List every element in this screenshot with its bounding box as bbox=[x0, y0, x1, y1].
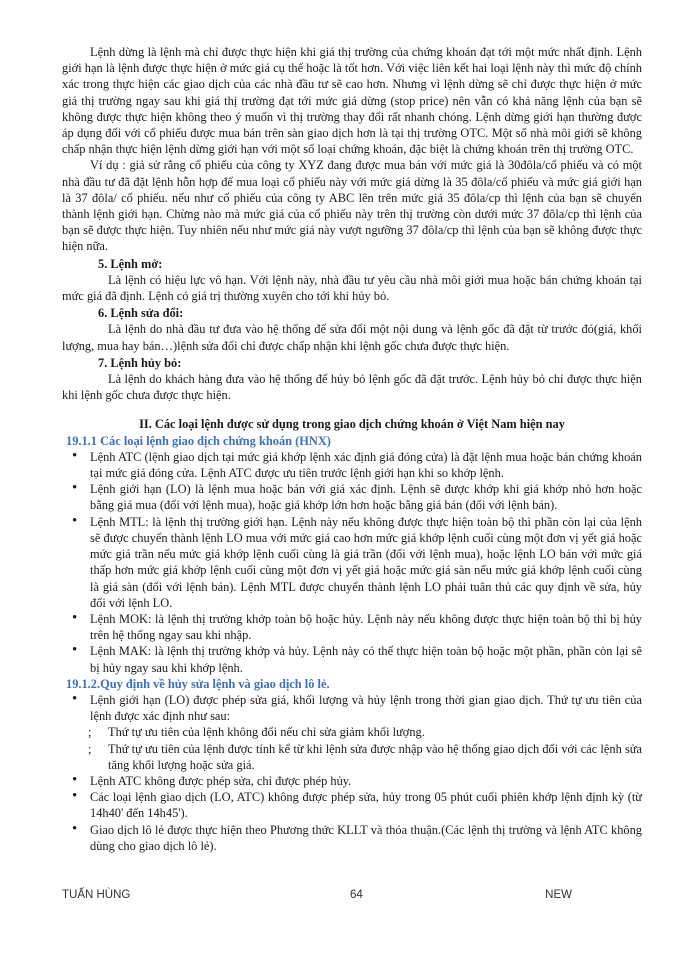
heading-open-order: 5. Lệnh mở: bbox=[98, 256, 163, 271]
paragraph-example: Ví dụ : giả sử rằng cổ phiếu của công ty XYZ đang được mua bán với mức giá là 30đôla/cổ phiếu và có một nhà đầu tư đã đặt lệnh hỗn hợp để mua loại cổ phiếu này với mức giá dừng là 35 đôla/cổ phiếu và mức giá giới hạn là 37 đôla/ cổ phiếu. nếu như cổ phiếu của công ty ABC lên trên mức giá 35 đôla/cp thì lệnh của bạn sẽ chuyển thành lệnh giới hạn. Chừng nào mà mức giá của cổ phiếu này trên thị trường còn dưới mức 37 đôla/cp thì lệnh của bạn sẽ được thực hiện. Tuy nhiên nếu như mức giá này vượt ngưỡng 37 đôla/cp thì lệnh của bạn sẽ không được thực hiện nữa. bbox=[62, 158, 642, 254]
list-item: • Lệnh giới hạn (LO) là lệnh mua hoặc bán với giá xác định. Lệnh sẽ được khớp khi giá khớp nhỏ hơn hoặc bằng giá mua (đối với lệnh mua), hoặc giá khớp lớn hơn hoặc bằng giá bán (đối với lệnh bán). bbox=[62, 481, 642, 513]
list-item: • Các loại lệnh giao dịch (LO, ATC) không được phép sửa, hủy trong 05 phút cuối phiên khớp lệnh định kỳ (từ 14h40' đến 14h45'). bbox=[62, 789, 642, 821]
subsection-heading-cancel-rules: 19.1.2.Quy định về hủy sửa lệnh và giao dịch lô lẻ. bbox=[66, 676, 330, 691]
order-types-list bbox=[62, 449, 642, 676]
heading-cancel-order: 7. Lệnh hủy bỏ: bbox=[98, 355, 182, 370]
footer-tag: NEW bbox=[545, 889, 572, 901]
list-item: • Lệnh ATC (lệnh giao dịch tại mức giá khớp lệnh xác định giá đóng cửa) là đặt lệnh mua hoặc bán chứng khoán tại mức giá đóng cửa. Lệnh ATC được ưu tiên trước lệnh giới hạn khi so khớp lệnh. bbox=[62, 449, 642, 481]
paragraph-open-order: Là lệnh có hiệu lực vô hạn. Với lệnh này, nhà đầu tư yêu cầu nhà môi giới mua hoặc bán chứng khoán tại mức giá đã định. Lệnh có giá trị thường xuyên cho tới khi hủy bỏ. bbox=[62, 272, 642, 304]
list-item: • Lệnh giới hạn (LO) được phép sửa giá, khối lượng và hủy lệnh trong thời gian giao dịch. Thứ tự ưu tiên của lệnh được xác định như sau: bbox=[62, 692, 642, 724]
list-item: • Lệnh MAK: là lệnh thị trường khớp và hủy. Lệnh này có thể thực hiện toàn bộ hoặc một phần, phần còn lại sẽ bị hủy ngay sau khi khớp lệnh. bbox=[62, 643, 642, 675]
document-page bbox=[62, 44, 642, 854]
subsection-heading-order-types: 19.1.1 Các loại lệnh giao dịch chứng khoán (HNX) bbox=[66, 433, 331, 448]
footer-author: TUẤN HÙNG bbox=[62, 889, 131, 901]
paragraph-cancel-order: Là lệnh do khách hàng đưa vào hệ thống để hủy bỏ lệnh gốc đã đặt trước. Lệnh hủy bỏ chỉ được thực hiện khi lệnh gốc chưa được thực hiện. bbox=[62, 372, 642, 403]
list-item: • Lệnh ATC không được phép sửa, chỉ được phép hủy. bbox=[62, 773, 642, 789]
page-footer bbox=[62, 889, 642, 905]
paragraph-stop-limit-order: Lệnh dừng là lệnh mà chỉ được thực hiện khi giá thị trường của chứng khoán đạt tới một mức nhất định. Lệnh giới hạn là lệnh được thực hiện ở mức giá cụ thể hoặc là tốt hơn. Với việc liên kết hai loại lệnh này thì mức độ chính xác trong thực hiện các giao dịch của các nhà đầu tư sẽ cao hơn. Nhưng vì lệnh dừng sẽ chỉ được thực hiện ở mức giá thị trường ngay sau khi giá thị trường đạt tới mức giá dừng (stop price) nên vẫn có khả năng lệnh của bạn sẽ không được thực hiện không theo ý muốn vì thị trường thay đổi rất nhanh chóng. Lệnh dừng giới hạn thường được áp dụng đối với cổ phiếu được mua bán trên sàn giao dịch hơn là tại thị trường OTC. Một số nhà môi giới sẽ không chấp nhận thực hiện lệnh dừng giới hạn với một số loại chứng khoán, đặc biệt là chứng khoán trên thị trường OTC. bbox=[62, 45, 642, 157]
sub-list-item: ; Thứ tự ưu tiên của lệnh được tính kể từ khi lệnh sửa được nhập vào hệ thống giao dịch đối với các lệnh sửa tăng khối lượng hoặc sửa giá. bbox=[62, 741, 642, 773]
cancel-rules-list bbox=[62, 692, 642, 854]
list-item: • Lệnh MOK: là lệnh thị trường khớp toàn bộ hoặc hủy. Lệnh này nếu không được thực hiện toàn bộ thì bị hủy trên hệ thống ngay sau khi nhập. bbox=[62, 611, 642, 643]
page-number: 64 bbox=[350, 889, 363, 901]
list-item: • Giao dịch lô lẻ được thực hiện theo Phương thức KLLT và thỏa thuận.(Các lệnh thị trường và lệnh ATC không dùng cho giao dịch lô lẻ). bbox=[62, 822, 642, 854]
sub-list-item: ; Thứ tự ưu tiên của lệnh không đổi nếu chỉ sửa giảm khối lượng. bbox=[62, 724, 642, 740]
section-title: II. Các loại lệnh được sử dụng trong giao dịch chứng khoán ở Việt Nam hiện nay bbox=[139, 417, 565, 432]
list-item: • Lệnh MTL: là lệnh thị trường giới hạn. Lệnh này nếu không được thực hiện toàn bộ thì phần còn lại của lệnh sẽ được chuyển thành lệnh LO mua với mức giá cao hơn mức giá khớp lệnh cuối cùng một đơn vị yết giá hoặc mức giá trần nếu mức giá khớp lệnh cuối cùng là giá trần (đối với lệnh mua), hoặc lệnh LO bán với mức giá thấp hơn mức giá khớp lệnh cuối cùng một đơn vị yết giá hoặc mức giá sàn nếu mức giá khớp lệnh cuối cùng là giá sàn (đối với lệnh bán). Lệnh MTL được chuyển thành lệnh LO phải tuân thủ các quy định về sửa, hủy đối với lệnh LO. bbox=[62, 514, 642, 611]
paragraph-modify-order: Là lệnh do nhà đầu tư đưa vào hệ thống để sửa đổi một nội dung và lệnh gốc đã đặt từ trước đó(giá, khối lượng, mua hay bán…)lệnh sửa đổi chỉ được chấp nhận khi lệnh gốc chưa được thực hiện. bbox=[62, 322, 642, 353]
heading-modify-order: 6. Lệnh sửa đổi: bbox=[98, 306, 184, 321]
